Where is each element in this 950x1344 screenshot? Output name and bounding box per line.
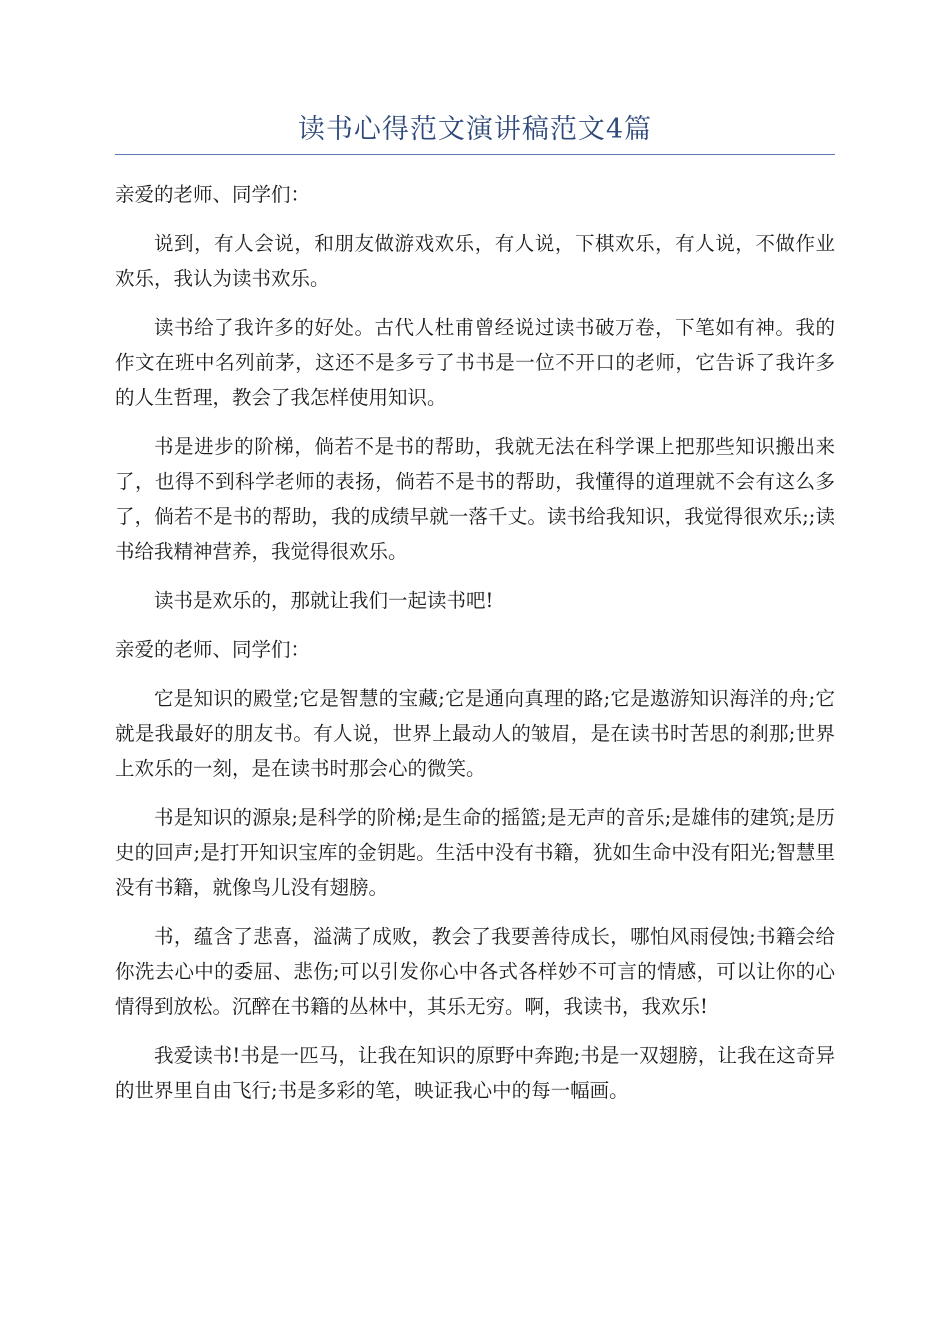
paragraph: 说到，有人会说，和朋友做游戏欢乐，有人说，下棋欢乐，有人说，不做作业欢乐，我认为读书欢乐。: [115, 232, 835, 290]
document-body: [115, 177, 835, 1108]
paragraph: 书，蕴含了悲喜，溢满了成败，教会了我要善待成长，哪怕风雨侵蚀;书籍会给你洗去心中的委屈、悲伤;可以引发你心中各式各样妙不可言的情感，可以让你的心情得到放松。沉醉在书籍的丛林中，其乐无穷。啊，我读书，我欢乐!: [115, 925, 835, 1018]
paragraph: 它是知识的殿堂;它是智慧的宝藏;它是通向真理的路;它是遨游知识海洋的舟;它就是我最好的朋友书。有人说，世界上最动人的皱眉，是在读书时苦思的刹那;世界上欢乐的一刻，是在读书时那会心的微笑。: [115, 687, 835, 780]
paragraph: 我爱读书!书是一匹马，让我在知识的原野中奔跑;书是一双翅膀，让我在这奇异的世界里自由飞行;书是多彩的笔，映证我心中的每一幅画。: [115, 1044, 835, 1102]
paragraph: 读书是欢乐的，那就让我们一起读书吧!: [154, 589, 494, 612]
paragraph: 读书给了我许多的好处。古代人杜甫曾经说过读书破万卷，下笔如有神。我的作文在班中名列前茅，这还不是多亏了书书是一位不开口的老师，它告诉了我许多的人生哲理，教会了我怎样使用知识。: [115, 316, 835, 409]
paragraph-greeting: 亲爱的老师、同学们：: [115, 638, 311, 661]
paragraph: 书是知识的源泉;是科学的阶梯;是生命的摇篮;是无声的音乐;是雄伟的建筑;是历史的回声;是打开知识宝库的金钥匙。生活中没有书籍，犹如生命中没有阳光;智慧里没有书籍，就像鸟儿没有翅膀。: [115, 806, 835, 899]
document-title: 读书心得范文演讲稿范文4篇: [115, 110, 835, 155]
paragraph-greeting: 亲爱的老师、同学们：: [115, 183, 311, 206]
paragraph: 书是进步的阶梯，倘若不是书的帮助，我就无法在科学课上把那些知识搬出来了，也得不到科学老师的表扬，倘若不是书的帮助，我懂得的道理就不会有这么多了，倘若不是书的帮助，我的成绩早就一落千丈。读书给我知识，我觉得很欢乐;;读书给我精神营养，我觉得很欢乐。: [115, 435, 835, 563]
